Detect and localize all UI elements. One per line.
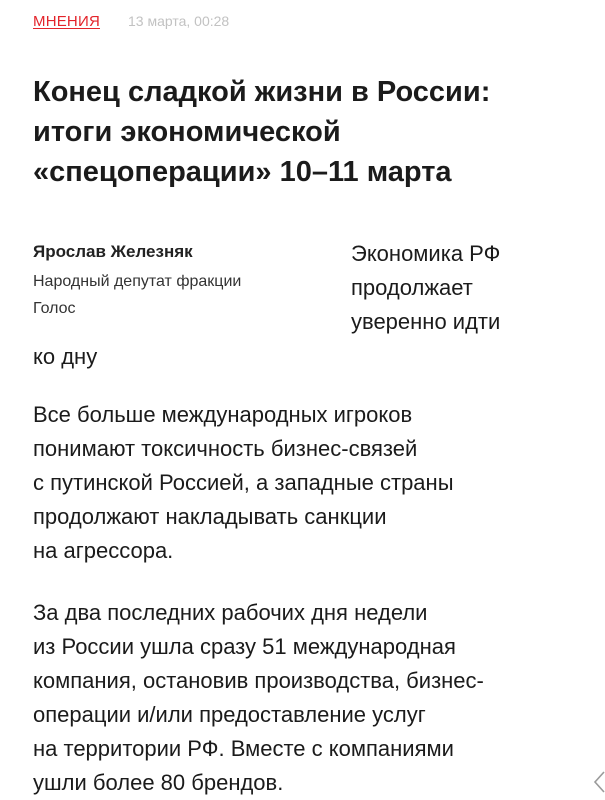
paragraph-line: с путинской Россией, а западные страны — [33, 470, 454, 495]
paragraph-line: ушли более 80 брендов. — [33, 770, 284, 795]
category-link[interactable]: МНЕНИЯ — [33, 13, 100, 30]
author-block — [33, 240, 333, 322]
paragraph-line: на агрессора. — [33, 538, 174, 563]
title-line: «спецоперации» 10–11 марта — [33, 156, 452, 188]
chevron-left-icon[interactable] — [591, 770, 605, 794]
publish-timestamp: 13 марта, 00:28 — [127, 13, 230, 29]
author-role — [33, 268, 333, 322]
article-meta — [33, 13, 229, 30]
article-title — [33, 72, 578, 192]
author-name[interactable]: Ярослав Железняк — [33, 242, 193, 261]
lead-line: Экономика РФ — [351, 241, 501, 266]
title-line: итоги экономической — [33, 116, 341, 148]
paragraph-line: За два последних рабочих дня недели — [33, 600, 428, 625]
lead-text-tail: ко дну — [33, 344, 98, 369]
paragraph-line: Все больше международных игроков — [33, 402, 413, 427]
paragraph-line: компания, остановив производства, бизнес- — [33, 668, 484, 693]
paragraph-line: на территории РФ. Вместе с компаниями — [33, 736, 454, 761]
article-paragraph — [33, 596, 573, 800]
author-role-line: Голос — [33, 300, 76, 317]
paragraph-line: операции и/или предоставление услуг — [33, 702, 426, 727]
lead-text — [351, 237, 591, 339]
paragraph-line: продолжают накладывать санкции — [33, 504, 387, 529]
lead-line: уверенно идти — [351, 309, 501, 334]
paragraph-line: из России ушла сразу 51 международная — [33, 634, 456, 659]
author-role-line: Народный депутат фракции — [33, 273, 242, 290]
lead-line: продолжает — [351, 275, 473, 300]
paragraph-line: понимают токсичность бизнес-связей — [33, 436, 418, 461]
title-line: Конец сладкой жизни в России: — [33, 76, 491, 108]
article-paragraph — [33, 398, 573, 568]
